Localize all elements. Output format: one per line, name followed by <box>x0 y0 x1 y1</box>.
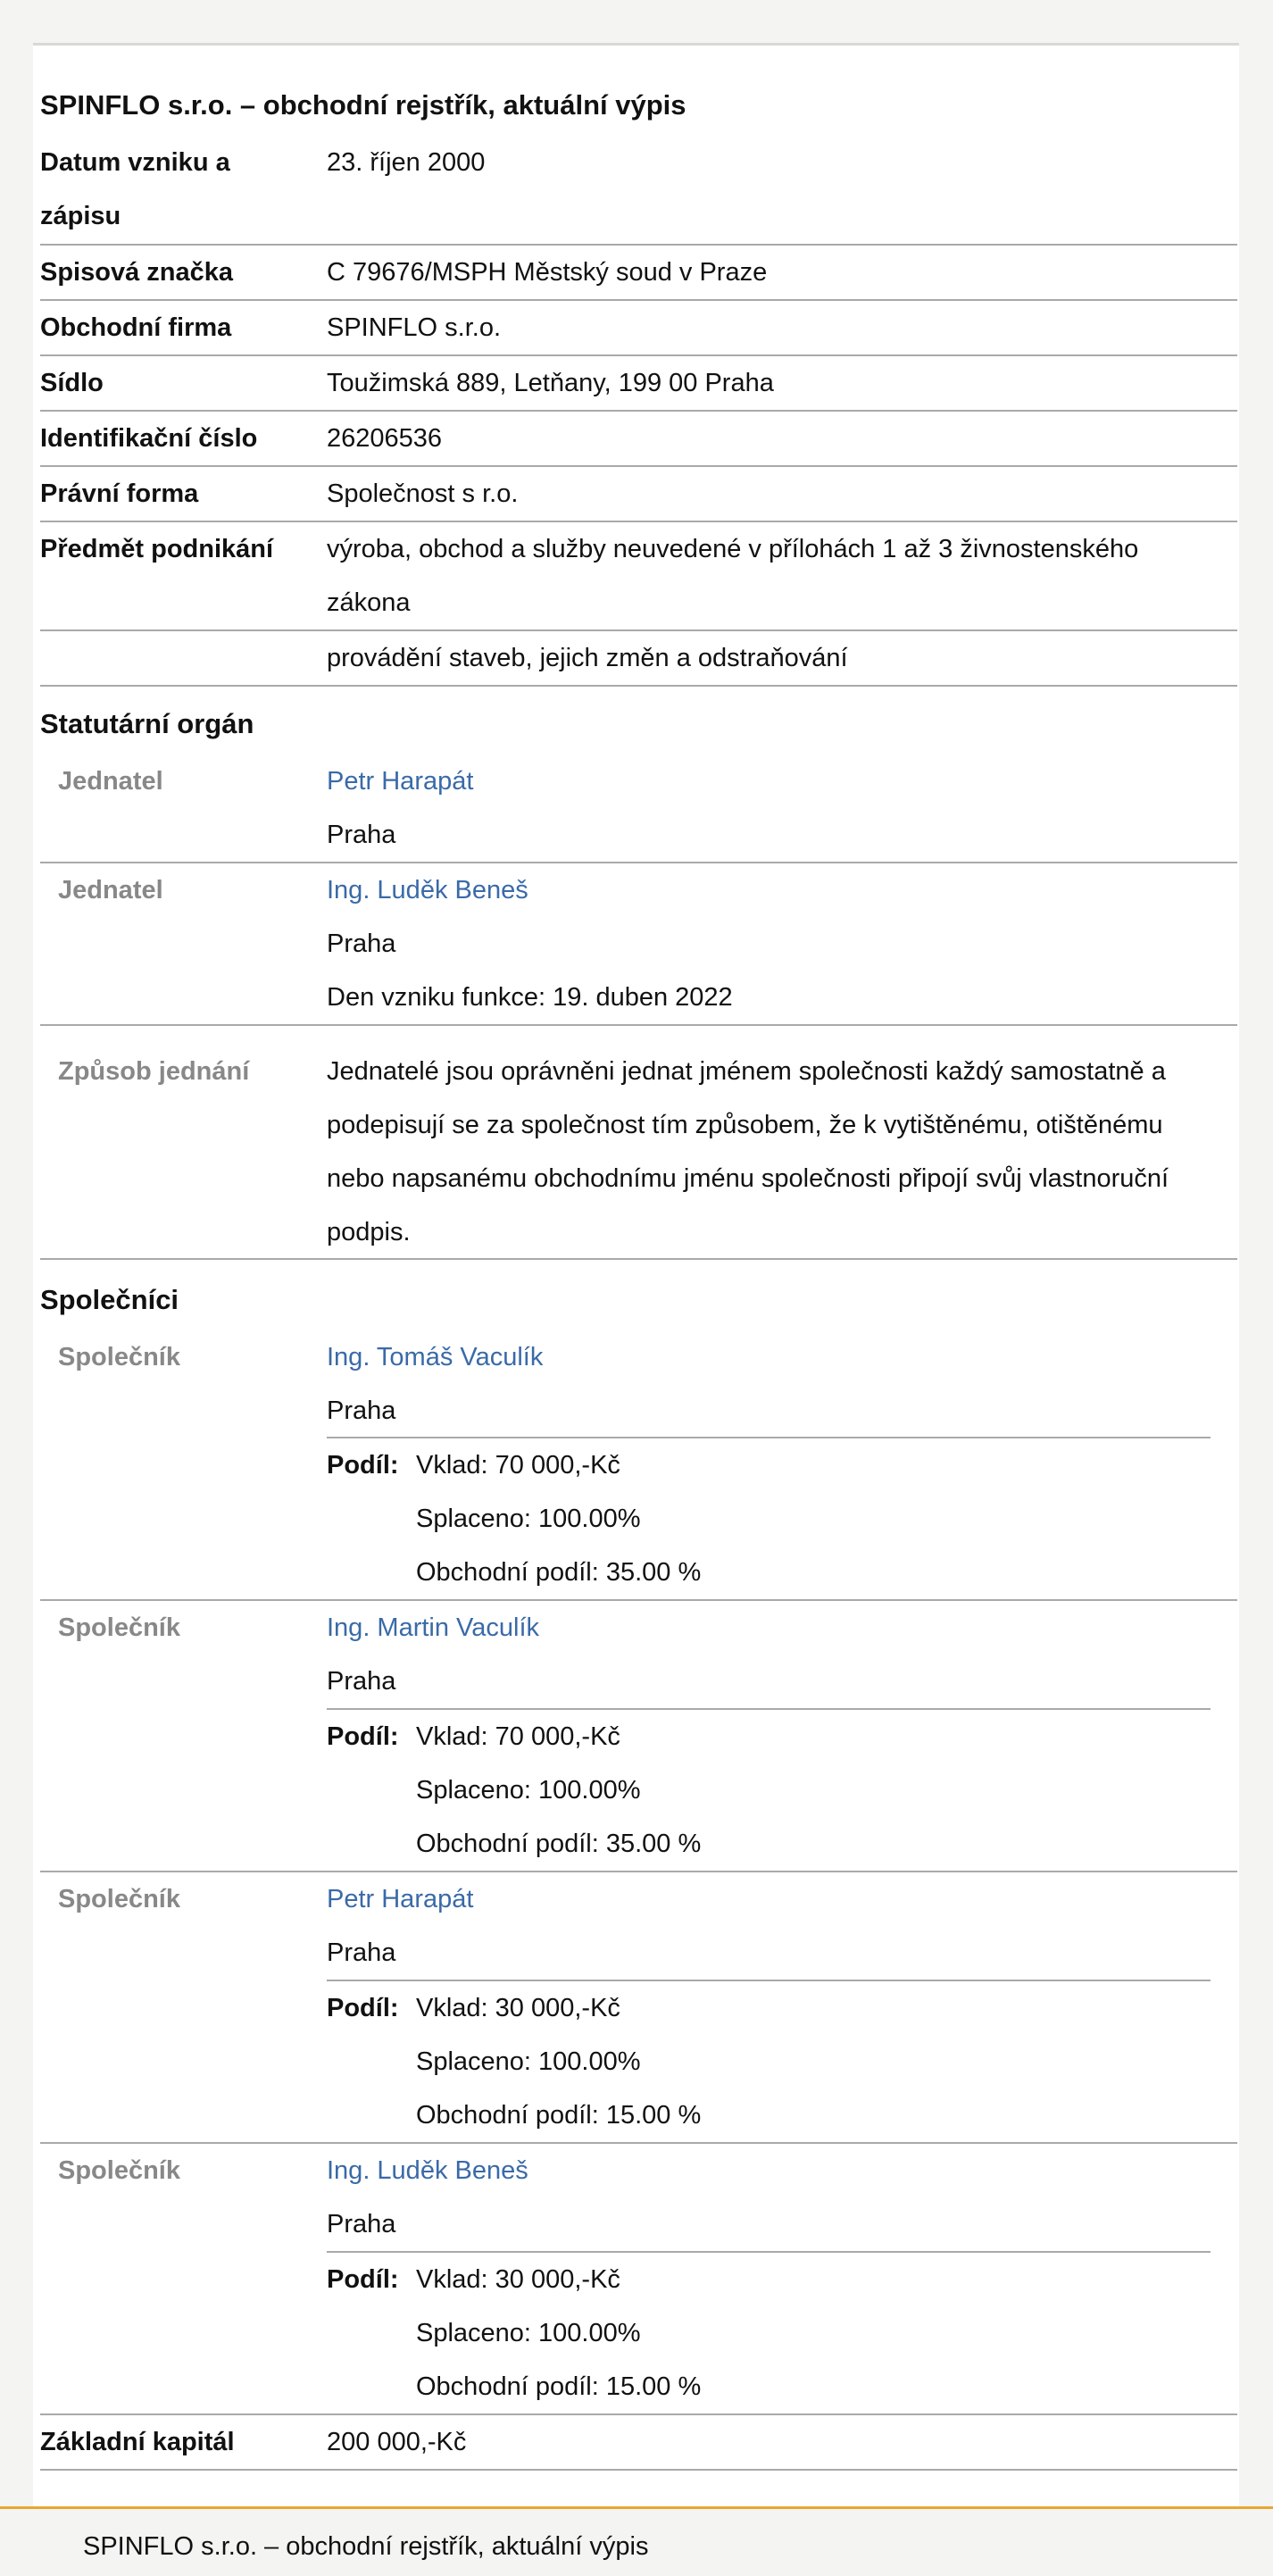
spolecnik-role: Společník <box>58 1885 180 1913</box>
splaceno-value: Splaceno: 100.00% <box>416 2319 641 2347</box>
vklad-value: Vklad: 30 000,-Kč <box>416 1994 620 2022</box>
spolecnik-role: Společník <box>58 2156 180 2185</box>
jednatel-city: Praha <box>327 821 396 849</box>
podil-label: Podíl: <box>327 1722 399 1751</box>
spolecnik-name-link[interactable]: Ing. Luděk Beneš <box>327 2156 528 2185</box>
forma-label: Právní forma <box>40 479 199 508</box>
sidlo-label: Sídlo <box>40 369 104 397</box>
kapital-value: 200 000,-Kč <box>327 2428 467 2456</box>
firma-value: SPINFLO s.r.o. <box>327 313 501 342</box>
sidlo-value: Toužimská 889, Letňany, 199 00 Praha <box>327 369 774 397</box>
jednatel-city: Praha <box>327 930 396 958</box>
divider <box>40 685 1237 687</box>
obchodni-podil-value: Obchodní podíl: 15.00 % <box>416 2372 702 2401</box>
spolecnik-role: Společník <box>58 1613 180 1642</box>
ico-label: Identifikační číslo <box>40 424 258 453</box>
predmet-label: Předmět podnikání <box>40 535 274 563</box>
statutarni-heading: Statutární orgán <box>40 708 254 739</box>
forma-value: Společnost s r.o. <box>327 479 519 508</box>
obchodni-podil-value: Obchodní podíl: 35.00 % <box>416 1558 702 1587</box>
divider <box>40 465 1237 467</box>
spisova-label: Spisová značka <box>40 258 233 287</box>
splaceno-value: Splaceno: 100.00% <box>416 1505 641 1533</box>
document-title: SPINFLO s.r.o. – obchodní rejstřík, aktuální výpis <box>40 89 686 121</box>
spolecnik-city: Praha <box>327 1667 396 1696</box>
jednatel-name-link[interactable]: Petr Harapát <box>327 767 474 796</box>
vklad-value: Vklad: 70 000,-Kč <box>416 1451 620 1480</box>
spisova-value: C 79676/MSPH Městský soud v Praze <box>327 258 768 287</box>
spolecnik-name-link[interactable]: Ing. Tomáš Vaculík <box>327 1343 544 1371</box>
divider <box>40 1024 1237 1026</box>
kapital-label: Základní kapitál <box>40 2428 235 2456</box>
obchodni-podil-value: Obchodní podíl: 15.00 % <box>416 2101 702 2130</box>
splaceno-value: Splaceno: 100.00% <box>416 2047 641 2076</box>
jednatel-role: Jednatel <box>58 876 163 905</box>
divider <box>40 1258 1237 1260</box>
footer <box>0 2506 1273 2576</box>
zpusob-value: Jednatelé jsou oprávněni jednat jménem společnosti každý samostatně a podepisují se za společnost tím způsobem, že k vytištěnému, otištěnému nebo napsanému obchodnímu jménu společnosti připojí svůj vlastnoruční podpis. <box>327 1057 1169 1246</box>
podil-label: Podíl: <box>327 1994 399 2022</box>
spolecnik-city: Praha <box>327 1396 396 1425</box>
divider <box>40 2469 1237 2471</box>
predmet-value-2: provádění staveb, jejich změn a odstraňování <box>327 644 848 672</box>
spolecnik-city: Praha <box>327 2210 396 2238</box>
divider <box>40 2142 1237 2144</box>
jednatel-name-link[interactable]: Ing. Luděk Beneš <box>327 876 528 905</box>
divider <box>40 862 1237 863</box>
obchodni-podil-value: Obchodní podíl: 35.00 % <box>416 1830 702 1858</box>
spolecnik-city: Praha <box>327 1938 396 1967</box>
divider <box>40 1599 1237 1601</box>
podil-label: Podíl: <box>327 2265 399 2294</box>
zpusob-label: Způsob jednání <box>58 1057 250 1086</box>
predmet-value-1: výroba, obchod a služby neuvedené v přílohách 1 až 3 živnostenského zákona <box>327 535 1139 617</box>
jednatel-role: Jednatel <box>58 767 163 796</box>
vklad-value: Vklad: 70 000,-Kč <box>416 1722 620 1751</box>
divider <box>40 1871 1237 1872</box>
podil-label: Podíl: <box>327 1451 399 1480</box>
vklad-value: Vklad: 30 000,-Kč <box>416 2265 620 2294</box>
spolecnici-heading: Společníci <box>40 1284 179 1315</box>
spolecnik-name-link[interactable]: Ing. Martin Vaculík <box>327 1613 540 1642</box>
spolecnik-name-link[interactable]: Petr Harapát <box>327 1885 474 1913</box>
spolecnik-role: Společník <box>58 1343 180 1371</box>
footer-text: SPINFLO s.r.o. – obchodní rejstřík, aktuální výpis <box>83 2532 649 2561</box>
splaceno-value: Splaceno: 100.00% <box>416 1776 641 1805</box>
firma-label: Obchodní firma <box>40 313 232 342</box>
ico-value: 26206536 <box>327 424 443 453</box>
datum-label: Datum vzniku a zápisu <box>40 148 230 230</box>
jednatel-since: Den vzniku funkce: 19. duben 2022 <box>327 983 733 1012</box>
datum-value: 23. říjen 2000 <box>327 148 486 177</box>
